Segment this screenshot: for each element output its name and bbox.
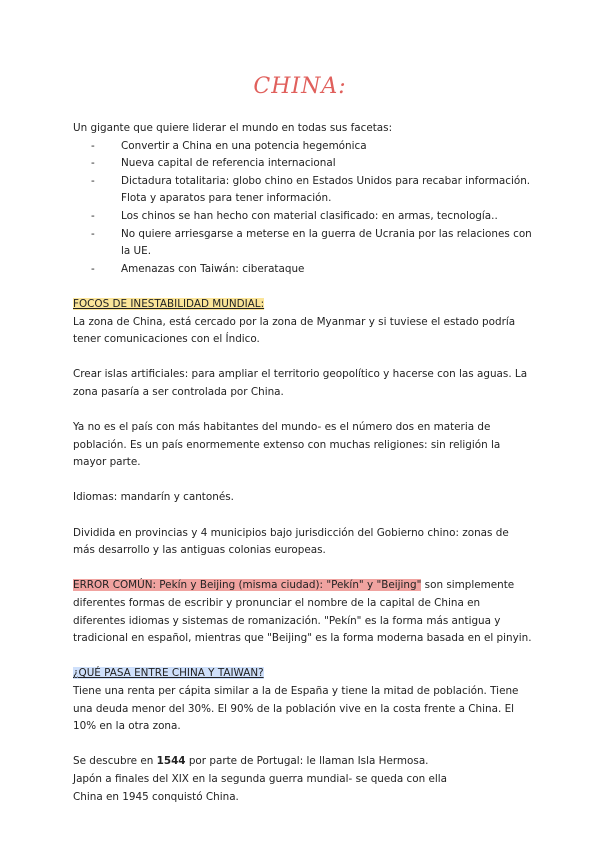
intro-lead: Un gigante que quiere liderar el mundo en todas sus facetas: xyxy=(73,122,393,134)
bullet-item: - Los chinos se han hecho con material clasificado: en armas, tecnología.. xyxy=(73,208,533,226)
bullet-item: - Nueva capital de referencia internacional xyxy=(73,155,533,173)
page-title: CHINA: xyxy=(253,74,347,99)
focos-paragraph-idiomas: Idiomas: mandarín y cantonés. xyxy=(73,491,234,504)
bullet-item: - Dictadura totalitaria: globo chino en Estados Unidos para recabar información. Flota y aparatos para tener información. xyxy=(73,173,533,208)
error-explanation: son simplemente diferentes formas de escribir y pronunciar el nombre de la capital de China en diferentes idiomas y sistemas de romanización. "Pekín" es la forma más antigua y tradicional en español, mientras que "Beijing" es la forma moderna basada en el pinyin. xyxy=(73,579,532,645)
taiwan-paragraph-renta: Tiene una renta per cápita similar a la de España y tiene la mitad de población. Tiene una deuda menor del 30%. El 90% de la población vive en la costa frente a China. El 10% en la otra zona. xyxy=(73,685,519,733)
focos-heading: FOCOS DE INESTABILIDAD MUNDIAL: xyxy=(73,297,265,310)
taiwan-line-japon: Japón a finales del XIX en la segunda guerra mundial- se queda con ella xyxy=(73,772,448,785)
focos-paragraph-islas: Crear islas artificiales: para ampliar el territorio geopolítico y hacerse con las aguas. La zona pasaría a ser controlada por China. xyxy=(73,368,528,398)
taiwan-heading: ¿QUÉ PASA ENTRE CHINA Y TAIWAN? xyxy=(73,667,264,680)
bullet-item: - Convertir a China en una potencia hegemónica xyxy=(73,138,533,156)
taiwan-line-china: China en 1945 conquistó China. xyxy=(73,790,239,803)
year-1544: 1544 xyxy=(156,755,186,768)
error-highlight: ERROR COMÚN: Pekín y Beijing (misma ciudad): "Pekín" y "Beijing" xyxy=(73,579,422,592)
document-body xyxy=(73,120,533,806)
focos-paragraph-provincias: Dividida en provincias y 4 municipios bajo jurisdicción del Gobierno chino: zonas de más desarrollo y las antiguas colonias europeas. xyxy=(73,526,509,557)
error-paragraph xyxy=(73,577,533,647)
taiwan-line-descubrimiento: Se descubre en 1544 por parte de Portugal: le llaman Isla Hermosa. xyxy=(73,755,429,768)
bullet-item: - Amenazas con Taiwán: ciberataque xyxy=(73,261,533,279)
bullet-item: - No quiere arriesgarse a meterse en la guerra de Ucrania por las relaciones con la UE. xyxy=(73,226,533,261)
focos-paragraph-myanmar: La zona de China, está cercado por la zona de Myanmar y si tuviese el estado podría tener comunicaciones con el Índico. xyxy=(73,315,516,346)
focos-paragraph-poblacion: Ya no es el país con más habitantes del mundo- es el número dos en materia de población. Es un país enormemente extenso con muchas religiones: sin religión la mayor parte. xyxy=(73,421,501,469)
intro-bullet-list xyxy=(73,138,533,279)
